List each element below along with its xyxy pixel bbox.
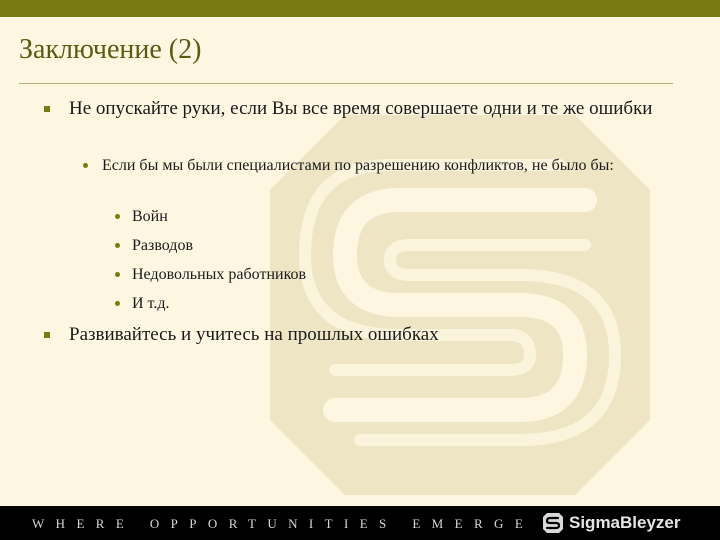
sub-sub-bullet-item <box>115 293 615 314</box>
sub-sub-bullet-item <box>115 206 615 227</box>
bullet-item <box>44 97 684 121</box>
square-bullet-icon <box>44 332 50 338</box>
logo-text: SigmaBleyzer <box>569 513 681 532</box>
footer-tagline: WHERE OPPORTUNITIES EMERGE <box>32 516 535 531</box>
dot-bullet-icon <box>115 214 120 219</box>
top-accent-bar <box>0 0 720 17</box>
sub-bullet-item <box>83 155 683 176</box>
dot-bullet-icon <box>115 272 120 277</box>
bullet-text: Не опускайте руки, если Вы все время совершаете одни и те же ошибки <box>69 98 653 119</box>
footer-bar <box>0 506 720 540</box>
title-divider <box>19 83 673 84</box>
sub-sub-bullet-item <box>115 235 615 256</box>
slide-title: Заключение (2) <box>19 34 202 65</box>
sub-sub-bullet-item <box>115 264 615 285</box>
sigmableyzer-logo-icon <box>542 512 564 534</box>
dot-bullet-icon <box>115 301 120 306</box>
dot-bullet-icon <box>115 243 120 248</box>
sub-sub-bullet-text: Войн <box>132 208 168 225</box>
bullet-text: Развивайтесь и учитесь на прошлых ошибках <box>69 324 439 345</box>
sub-bullet-text: Если бы мы были специалистами по разрешению конфликтов, не было бы: <box>102 157 614 174</box>
sub-sub-bullet-text: И т.д. <box>132 295 170 312</box>
bullet-item <box>44 323 684 347</box>
square-bullet-icon <box>44 106 50 112</box>
dot-bullet-icon <box>83 163 88 168</box>
sub-sub-bullet-text: Недовольных работников <box>132 266 307 283</box>
footer-logo <box>542 512 681 534</box>
sub-sub-bullet-text: Разводов <box>132 237 193 254</box>
